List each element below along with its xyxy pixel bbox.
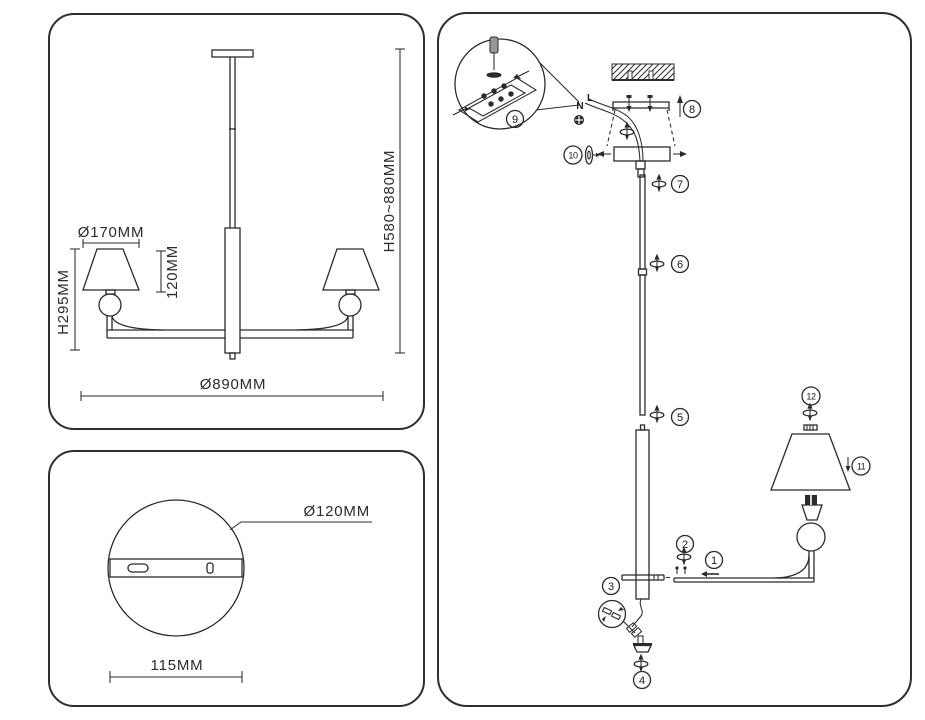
assembly-panel <box>437 12 912 707</box>
svg-text:3: 3 <box>607 580 615 593</box>
ball-joint <box>797 523 825 551</box>
mount-slot <box>128 564 148 572</box>
decor-ring-icon <box>586 146 601 164</box>
lamp-shade-left <box>83 249 139 290</box>
dim-shade-diameter: Ø170MM <box>77 224 145 241</box>
arm-bar <box>107 316 353 338</box>
bottom-cap <box>633 643 652 652</box>
step-5-badge <box>672 409 689 426</box>
step-9-badge <box>507 111 524 128</box>
dim-overall-height: H580~880MM <box>381 149 398 253</box>
shade-finial <box>804 425 817 430</box>
svg-text:2: 2 <box>681 538 689 551</box>
step-2-badge <box>677 536 694 553</box>
svg-text:1: 1 <box>710 554 718 567</box>
center-body <box>636 425 649 599</box>
leader-line <box>230 522 372 530</box>
lamp-shade-right <box>323 249 379 290</box>
lamp-shade <box>771 434 850 490</box>
screw-icon <box>620 122 634 141</box>
supply-wires <box>574 93 643 161</box>
ceiling-hatch <box>612 64 674 80</box>
front-view-panel <box>48 13 425 430</box>
terminal-block-icon <box>453 71 536 122</box>
ball-joint-right <box>339 294 361 316</box>
arm-pins <box>675 566 686 574</box>
svg-text:8: 8 <box>688 103 696 116</box>
svg-text:11: 11 <box>856 461 866 472</box>
arrow-right-icon <box>680 151 687 157</box>
step-12-badge <box>802 387 820 405</box>
rod-lower <box>640 275 645 415</box>
bracket-screws <box>627 95 653 112</box>
svg-text:6: 6 <box>676 258 684 271</box>
rod-connector <box>639 269 647 275</box>
mount-plate <box>110 559 242 577</box>
svg-text:9: 9 <box>511 113 519 126</box>
dim-shade-offset: 120MM <box>164 244 181 300</box>
screwdriver-icon <box>487 37 502 78</box>
mount-hole <box>207 563 213 573</box>
dim-plate-width: 115MM <box>150 657 204 674</box>
wire-label-live: L <box>586 93 594 104</box>
lamp-socket <box>802 495 822 520</box>
svg-text:7: 7 <box>676 178 684 191</box>
rod-upper <box>640 175 645 269</box>
svg-text:4: 4 <box>638 674 646 687</box>
canopy-mount <box>212 50 253 57</box>
svg-text:10: 10 <box>568 150 578 161</box>
step-6-badge <box>672 256 689 273</box>
lamp-arm <box>674 551 814 582</box>
arrow-down-icon <box>846 457 851 472</box>
screw-icon <box>634 654 648 673</box>
screw-icon <box>650 405 664 424</box>
center-tube <box>225 228 240 353</box>
step-1-badge <box>706 552 723 569</box>
chandelier-drawing <box>83 50 379 359</box>
step-3-badge <box>603 578 620 595</box>
step-8-badge <box>684 101 701 118</box>
dim-fixture-height: H295MM <box>55 269 72 335</box>
canopy-drawing <box>108 500 244 636</box>
dim-overall-diameter: Ø890MM <box>199 376 267 393</box>
ball-joint-left <box>99 294 121 316</box>
screw-icon <box>652 174 666 193</box>
screw-head-icon <box>574 115 584 125</box>
screw-icon <box>650 254 664 273</box>
step-7-badge <box>672 176 689 193</box>
wire-label-neutral: N <box>576 101 584 112</box>
arrow-up-icon <box>677 95 683 117</box>
step-4-badge <box>634 672 651 689</box>
svg-text:5: 5 <box>676 411 684 424</box>
hanging-wires <box>626 599 643 644</box>
svg-text:12: 12 <box>806 391 816 402</box>
step-10-badge <box>564 146 582 164</box>
cross-arm-stub <box>622 575 673 580</box>
step-11-badge <box>852 457 870 475</box>
front-view-drawing <box>50 15 423 428</box>
canopy-view-drawing <box>50 452 423 705</box>
dim-canopy-diameter: Ø120MM <box>303 503 370 520</box>
connector-callout <box>599 601 636 634</box>
arrow-left-icon <box>701 571 719 577</box>
canopy-dimensions <box>110 503 372 683</box>
assembly-drawing <box>439 14 910 705</box>
canopy-view-panel <box>48 450 425 707</box>
